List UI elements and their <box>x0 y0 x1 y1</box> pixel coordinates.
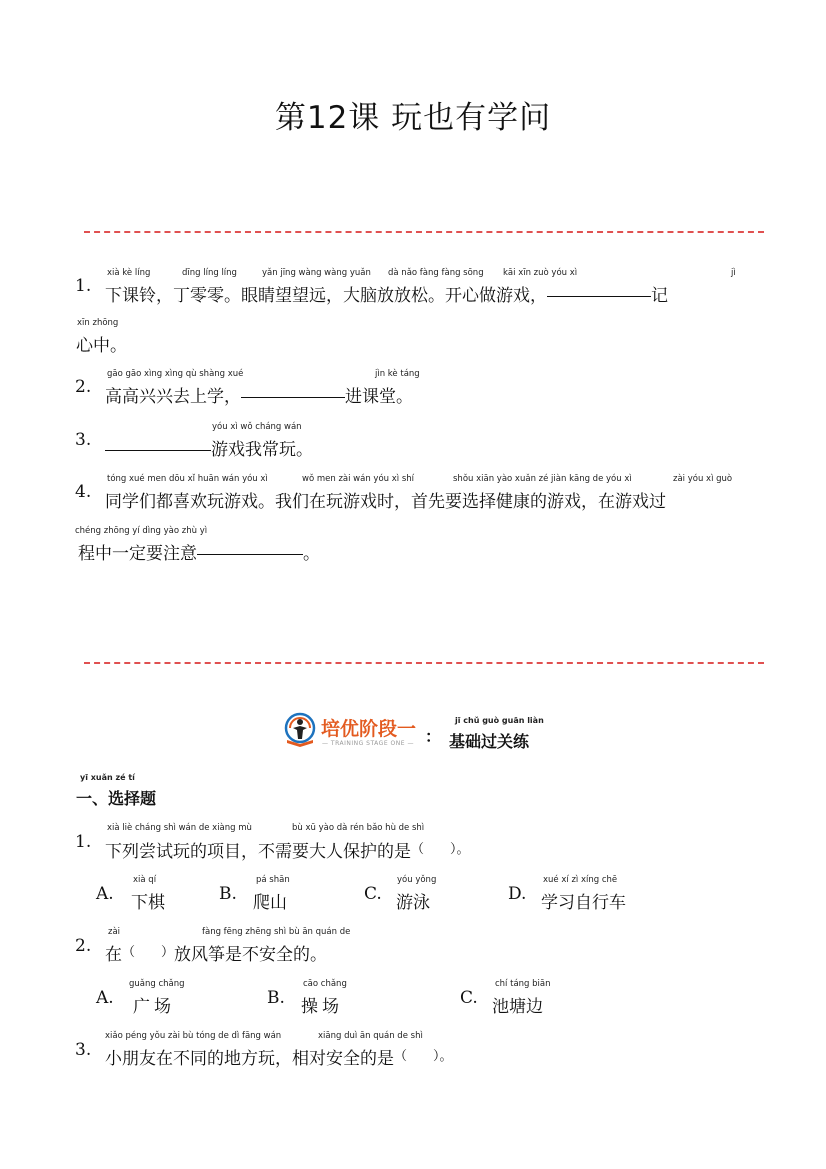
pinyin: yī xuǎn zé tí <box>80 773 135 782</box>
pinyin: zài <box>108 927 121 937</box>
pinyin: xià liè cháng shì wán de xiàng mù <box>107 823 252 833</box>
pinyin: yǎn jīng wàng wàng yuǎn <box>262 268 371 278</box>
pinyin: dīng líng líng <box>182 268 237 278</box>
intro-q4-text: 同学们都喜欢玩游戏。我们在玩游戏时，首先要选择健康的游戏，在游戏过 <box>105 492 666 512</box>
pinyin: xià kè líng <box>107 268 151 278</box>
option-letter: A. <box>96 884 114 904</box>
pinyin: pá shān <box>256 875 290 885</box>
pinyin: bù xū yào dà rén bǎo hù de shì <box>292 823 425 833</box>
option-letter: B. <box>219 884 237 904</box>
question-3-number: 3. <box>75 1040 92 1060</box>
option-letter: C. <box>364 884 382 904</box>
intro-q4-text-cont: 程中一定要注意 。 <box>78 544 320 564</box>
option-letter: C. <box>460 988 478 1008</box>
intro-q1-text-cont: 心中。 <box>76 336 127 356</box>
divider-middle <box>84 662 764 664</box>
question-1-text: 下列尝试玩的项目，不需要大人保护的是（ ）。 <box>105 842 470 862</box>
pinyin: dà nǎo fàng fàng sōng <box>388 268 484 278</box>
pinyin: xiǎo péng yǒu zài bù tóng de dì fāng wán <box>105 1031 282 1041</box>
option-text[interactable]: 游泳 <box>396 893 430 913</box>
pinyin: yóu xì wǒ cháng wán <box>212 422 302 432</box>
pinyin: jìn kè táng <box>375 369 420 379</box>
badge-subtitle: — TRAINING STAGE ONE — <box>322 740 414 747</box>
question-2-number: 2. <box>75 936 92 956</box>
pinyin: gāo gāo xìng xìng qù shàng xué <box>107 369 244 379</box>
option-letter: A. <box>96 988 114 1008</box>
option-text[interactable]: 广场 <box>133 997 175 1017</box>
pinyin: fàng fēng zhēng shì bù ān quán de <box>202 927 351 937</box>
pinyin: chéng zhōng yí dìng yào zhù yì <box>75 526 208 536</box>
intro-q3-number: 3. <box>75 430 92 450</box>
pinyin: xià qí <box>133 875 157 885</box>
intro-q4-number: 4. <box>75 482 92 502</box>
answer-blank <box>197 554 303 555</box>
option-text[interactable]: 爬山 <box>253 893 287 913</box>
pinyin: yóu yǒng <box>397 875 437 885</box>
pinyin: xiāng duì ān quán de shì <box>318 1031 423 1041</box>
pinyin: cāo chǎng <box>303 979 347 989</box>
pinyin: jì <box>731 268 736 278</box>
pinyin: chí táng biān <box>495 979 551 989</box>
pinyin: kāi xīn zuò yóu xì <box>503 268 578 278</box>
pinyin: shǒu xiān yào xuǎn zé jiàn kāng de yóu xì <box>453 474 632 484</box>
option-text[interactable]: 操场 <box>301 997 343 1017</box>
section-title: 一、选择题 <box>76 789 157 808</box>
intro-q3-text: 游戏我常玩。 <box>105 435 313 460</box>
badge-colon: ： <box>425 727 442 746</box>
option-text[interactable]: 池塘边 <box>492 997 543 1017</box>
badge-label: 培优阶段一 <box>321 718 417 740</box>
intro-q1-number: 1. <box>75 276 92 296</box>
page-title: 第12课 玩也有学问 <box>274 100 552 136</box>
pinyin: zài yóu xì guò <box>673 474 733 484</box>
intro-q2-number: 2. <box>75 377 92 397</box>
option-letter: B. <box>267 988 285 1008</box>
intro-q2-text: 高高兴兴去上学， 进课堂。 <box>105 387 413 407</box>
intro-q1-text: 下课铃，丁零零。眼睛望望远，大脑放放松。开心做游戏， 记 <box>105 286 668 306</box>
pinyin: jī chǔ guò guān liàn <box>455 716 544 725</box>
option-text[interactable]: 下棋 <box>131 893 165 913</box>
pinyin: wǒ men zài wán yóu xì shí <box>302 474 415 484</box>
answer-blank <box>547 296 651 297</box>
question-2-text: 在（ ）放风筝是不安全的。 <box>105 945 328 965</box>
divider-top <box>84 231 764 233</box>
question-3-text: 小朋友在不同的地方玩，相对安全的是（ ）。 <box>105 1049 453 1069</box>
training-stage-icon <box>281 712 319 752</box>
answer-blank <box>105 450 211 451</box>
pinyin: xīn zhōng <box>77 318 119 328</box>
badge-title: 基础过关练 <box>449 732 530 751</box>
pinyin: guǎng chǎng <box>129 979 185 989</box>
pinyin: tóng xué men dōu xǐ huān wán yóu xì <box>107 474 268 484</box>
question-1-number: 1. <box>75 832 92 852</box>
pinyin: xué xí zì xíng chē <box>543 875 618 885</box>
option-letter: D. <box>508 884 527 904</box>
option-text[interactable]: 学习自行车 <box>541 893 626 913</box>
answer-blank <box>241 397 345 398</box>
